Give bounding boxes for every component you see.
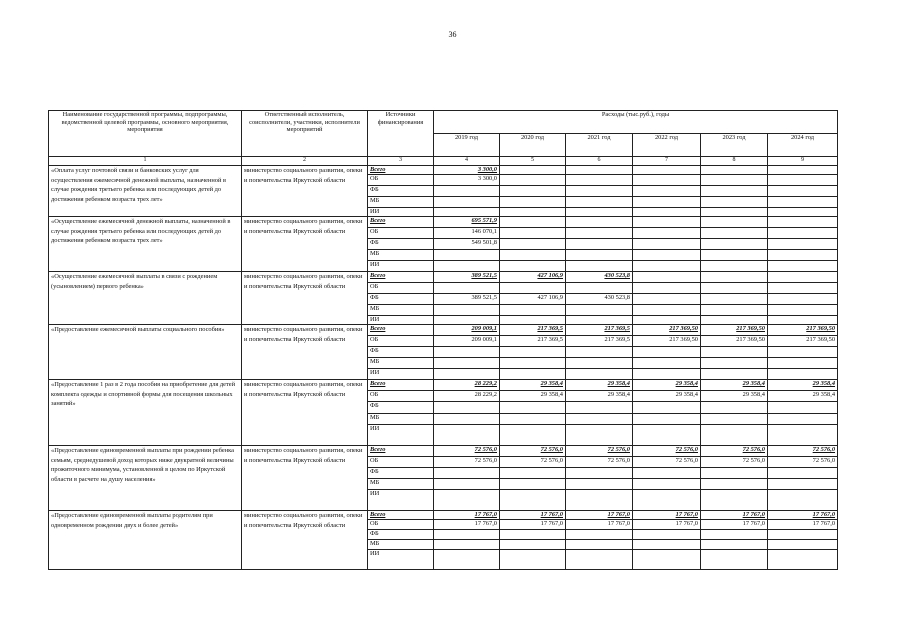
expense-value [500,175,566,186]
activity-name: «Осуществление ежемесячной выплаты в связи с рождением (усыновлением) первого ребенка» [49,272,242,325]
expense-value [500,369,566,380]
expense-value [701,239,768,250]
funding-source: МБ [368,479,434,490]
expense-value [768,197,838,208]
expense-value [701,358,768,369]
expenses-table [48,110,838,570]
funding-source: ОБ [368,520,434,530]
funding-source: ФБ [368,530,434,540]
expense-value: 430 523,8 [566,272,633,283]
expense-value [566,316,633,325]
expense-value [566,369,633,380]
expense-value [768,217,838,228]
funding-source: ОБ [368,228,434,239]
expense-value [500,414,566,425]
expense-value: 17 767,0 [768,520,838,530]
expense-value: 72 576,0 [768,457,838,468]
expense-value [701,186,768,197]
expense-value: 29 358,4 [500,380,566,391]
expense-value [633,490,701,511]
funding-source: ФБ [368,239,434,250]
funding-source: Всего [368,217,434,228]
expense-value [633,272,701,283]
expense-value [633,239,701,250]
expense-value [500,468,566,479]
expense-value: 17 767,0 [500,511,566,520]
header-executor: Ответственный исполнитель, соисполнители, участники, исполнители мероприятий [242,111,368,157]
expense-value [434,316,500,325]
expense-value: 29 358,4 [701,391,768,402]
expense-value [633,166,701,175]
expense-value [701,272,768,283]
expense-value [633,294,701,305]
expense-value: 427 106,9 [500,272,566,283]
expense-value: 17 767,0 [434,511,500,520]
expense-value [701,316,768,325]
header-year: 2021 год [566,134,633,157]
expense-value: 217 369,50 [768,336,838,347]
expense-value [633,228,701,239]
column-number: 3 [368,157,434,166]
funding-source: ОБ [368,175,434,186]
expense-value [768,530,838,540]
expense-value [633,208,701,217]
header-year: 2023 год [701,134,768,157]
expense-value: 17 767,0 [633,511,701,520]
expense-value [701,402,768,414]
expense-value [633,316,701,325]
expense-value [566,530,633,540]
expense-value: 427 106,9 [500,294,566,305]
funding-source: МБ [368,305,434,316]
expense-value [566,217,633,228]
column-number: 6 [566,157,633,166]
funding-source: ИИ [368,490,434,511]
expense-value [701,490,768,511]
expense-value [434,358,500,369]
expense-value [434,250,500,261]
funding-source: МБ [368,540,434,550]
expense-value [768,358,838,369]
expense-value [768,239,838,250]
expense-value [500,490,566,511]
expense-value [768,166,838,175]
expense-value: 29 358,4 [500,391,566,402]
expense-value [701,425,768,446]
expense-value [566,479,633,490]
column-number: 8 [701,157,768,166]
expense-value [434,550,500,570]
funding-source: ИИ [368,316,434,325]
expense-value: 430 523,8 [566,294,633,305]
expense-value [768,294,838,305]
expense-value [500,186,566,197]
column-number: 2 [242,157,368,166]
activity-name: «Предоставление единовременной выплаты родителям при одновременном рождении двух и более детей» [49,511,242,570]
expense-value: 72 576,0 [500,446,566,457]
funding-source: ИИ [368,425,434,446]
expense-value [701,228,768,239]
expense-value: 17 767,0 [434,520,500,530]
expense-value [566,414,633,425]
expense-value [701,175,768,186]
header-sources: Источники финансирования [368,111,434,157]
expense-value [500,479,566,490]
expense-value: 72 576,0 [434,457,500,468]
expense-value [500,316,566,325]
expense-value: 146 070,1 [434,228,500,239]
activity-name: «Оплата услуг почтовой связи и банковских услуг для осуществления ежемесячной денежной выплаты, назначенной в случае рождения третьего ребенка или последующих детей до достижения ребенком возраста трех лет» [49,166,242,217]
expense-value [701,347,768,358]
expense-value: 72 576,0 [633,457,701,468]
expense-value [633,414,701,425]
activity-name: «Предоставление 1 раз в 2 года пособия на приобретение для детей комплекта одежды и спортивной формы для посещения школьных занятий» [49,380,242,446]
expense-value [633,369,701,380]
expense-value [633,261,701,272]
expense-value [768,550,838,570]
expense-value [566,347,633,358]
expense-value [633,358,701,369]
expense-value [434,425,500,446]
expense-value: 217 369,50 [701,336,768,347]
expense-value: 695 571,9 [434,217,500,228]
expense-value [701,261,768,272]
expense-value [633,402,701,414]
funding-source: Всего [368,380,434,391]
funding-source: ОБ [368,391,434,402]
expense-value [500,283,566,294]
table-row [49,272,838,283]
activity-name: «Предоставление единовременной выплаты при рождении ребенка семьям, среднедушевой доход которых ниже двукратной величины прожиточного минимума, установленной в целом по Иркутской области в расчете на душу населения» [49,446,242,511]
table-body [49,166,838,570]
responsible-executor: министерство социального развития, опеки и попечительства Иркутской области [242,380,368,446]
column-number: 9 [768,157,838,166]
expense-value [768,228,838,239]
expense-value: 217 369,50 [768,325,838,336]
expense-value: 72 576,0 [566,446,633,457]
funding-source: МБ [368,414,434,425]
funding-source: Всего [368,325,434,336]
table-row [49,511,838,520]
expense-value: 72 576,0 [633,446,701,457]
table-row [49,380,838,391]
expense-value [701,369,768,380]
expense-value [566,358,633,369]
expense-value [566,261,633,272]
funding-source: МБ [368,197,434,208]
column-number: 5 [500,157,566,166]
funding-source: ИИ [368,261,434,272]
expense-value [701,166,768,175]
expense-value [768,540,838,550]
responsible-executor: министерство социального развития, опеки и попечительства Иркутской области [242,272,368,325]
expense-value [566,166,633,175]
expense-value: 72 576,0 [434,446,500,457]
expense-value: 72 576,0 [768,446,838,457]
expense-value [566,305,633,316]
funding-source: ОБ [368,336,434,347]
expense-value: 17 767,0 [701,511,768,520]
column-number: 4 [434,157,500,166]
expense-value [500,197,566,208]
funding-source: ИИ [368,208,434,217]
expense-value [434,369,500,380]
funding-source: ИИ [368,369,434,380]
expense-value: 217 369,5 [566,325,633,336]
expense-value [434,186,500,197]
funding-source: Всего [368,446,434,457]
expense-value [768,283,838,294]
expense-value [566,175,633,186]
table-row [49,325,838,336]
expense-value [701,414,768,425]
expense-value [500,250,566,261]
expense-value [633,530,701,540]
expense-value [434,261,500,272]
expense-value: 217 369,5 [566,336,633,347]
expense-value [633,283,701,294]
expense-value [566,490,633,511]
expense-value [566,208,633,217]
column-number: 7 [633,157,701,166]
expense-value [633,540,701,550]
table-row [49,166,838,175]
expense-value [500,402,566,414]
funding-source: Всего [368,511,434,520]
funding-source: ФБ [368,186,434,197]
header-year: 2022 год [633,134,701,157]
funding-source: Всего [368,272,434,283]
expense-value [633,425,701,446]
expense-value: 209 009,1 [434,325,500,336]
expense-value: 3 300,0 [434,166,500,175]
table-row [49,217,838,228]
expense-value: 3 300,0 [434,175,500,186]
expense-value [633,186,701,197]
expense-value [768,425,838,446]
funding-source: МБ [368,358,434,369]
expense-value: 28 229,2 [434,380,500,391]
expense-value [500,550,566,570]
expense-value: 217 369,5 [500,325,566,336]
header-year: 2019 год [434,134,500,157]
expense-value [500,228,566,239]
expense-value [566,197,633,208]
expense-value [701,530,768,540]
expense-value [768,369,838,380]
expense-value [768,316,838,325]
responsible-executor: министерство социального развития, опеки и попечительства Иркутской области [242,325,368,380]
expense-value [633,197,701,208]
expense-value: 72 576,0 [566,457,633,468]
expense-value [768,261,838,272]
expense-value: 72 576,0 [701,446,768,457]
expense-value [500,540,566,550]
expense-value [768,208,838,217]
expense-value [768,347,838,358]
expense-value [500,208,566,217]
expense-value [500,239,566,250]
expense-value [566,239,633,250]
expense-value [434,197,500,208]
activity-name: «Предоставление ежемесячной выплаты социального пособия» [49,325,242,380]
expense-value: 217 369,50 [701,325,768,336]
expense-value: 549 501,8 [434,239,500,250]
expense-value [434,490,500,511]
expense-value: 17 767,0 [768,511,838,520]
header-year: 2024 год [768,134,838,157]
expense-value: 17 767,0 [701,520,768,530]
expense-value [701,479,768,490]
expense-value [434,540,500,550]
expense-value [701,540,768,550]
funding-source: ОБ [368,457,434,468]
funding-source: ИИ [368,550,434,570]
funding-source: ФБ [368,402,434,414]
funding-source: ОБ [368,283,434,294]
expense-value: 29 358,4 [633,391,701,402]
expense-value: 29 358,4 [566,380,633,391]
expense-value [768,186,838,197]
expense-value [434,283,500,294]
expense-value: 29 358,4 [701,380,768,391]
expense-value [701,550,768,570]
expense-value [633,175,701,186]
expense-value: 29 358,4 [768,391,838,402]
expense-value [434,468,500,479]
responsible-executor: министерство социального развития, опеки и попечительства Иркутской области [242,511,368,570]
expense-value [768,250,838,261]
expense-value [768,414,838,425]
expense-value [500,217,566,228]
expense-value [701,217,768,228]
expense-value: 72 576,0 [701,457,768,468]
expense-value [566,186,633,197]
expense-value [633,479,701,490]
expense-value [768,402,838,414]
expense-value [434,530,500,540]
expense-value: 29 358,4 [768,380,838,391]
expense-value: 29 358,4 [566,391,633,402]
activity-name: «Осуществление ежемесячной денежной выплаты, назначенной в случае рождения третьего ребенка или последующих детей до достижения ребенком возраста трех лет» [49,217,242,272]
expense-value [566,250,633,261]
expense-value: 17 767,0 [500,520,566,530]
expense-value [768,490,838,511]
expense-value [566,283,633,294]
page-number: 36 [448,30,457,39]
funding-source: МБ [368,250,434,261]
expense-value: 389 521,5 [434,272,500,283]
expense-value [566,228,633,239]
expense-value [434,414,500,425]
expense-value [633,347,701,358]
expense-value: 217 369,5 [500,336,566,347]
column-number: 1 [49,157,242,166]
expense-value: 17 767,0 [566,511,633,520]
expense-value: 28 229,2 [434,391,500,402]
expense-value [434,305,500,316]
expense-value: 17 767,0 [566,520,633,530]
expense-value [434,208,500,217]
funding-source: ФБ [368,468,434,479]
expense-value [566,402,633,414]
expense-value [566,540,633,550]
expense-value [633,250,701,261]
expense-value [701,468,768,479]
header-expenses: Расходы (тыс.руб.), годы [434,111,838,134]
expense-value [701,305,768,316]
header-name: Наименование государственной программы, подпрограммы, ведомственной целевой программы, основного мероприятия, мероприятия [49,111,242,157]
expense-value [500,347,566,358]
expense-value: 72 576,0 [500,457,566,468]
responsible-executor: министерство социального развития, опеки и попечительства Иркутской области [242,217,368,272]
expense-value: 217 369,50 [633,325,701,336]
expense-value [701,283,768,294]
expense-value [768,175,838,186]
expense-value [500,358,566,369]
expense-value [566,550,633,570]
expense-value: 209 009,1 [434,336,500,347]
expense-value [434,479,500,490]
expense-value: 29 358,4 [633,380,701,391]
expense-value [434,347,500,358]
expense-value [566,425,633,446]
funding-source: Всего [368,166,434,175]
expense-value [633,305,701,316]
expense-value [768,468,838,479]
expense-value [500,261,566,272]
expense-value [633,468,701,479]
header-year: 2020 год [500,134,566,157]
funding-source: ФБ [368,347,434,358]
funding-source: ФБ [368,294,434,305]
expense-value [500,305,566,316]
expense-value [768,479,838,490]
expense-value [768,272,838,283]
expense-value [566,468,633,479]
expense-value [500,530,566,540]
expense-value [701,208,768,217]
expense-value [633,550,701,570]
expense-value: 17 767,0 [633,520,701,530]
table-row [49,446,838,457]
expense-value: 217 369,50 [633,336,701,347]
expense-value: 389 521,5 [434,294,500,305]
expense-value [500,425,566,446]
responsible-executor: министерство социального развития, опеки и попечительства Иркутской области [242,166,368,217]
expense-value [434,402,500,414]
expense-value [633,217,701,228]
responsible-executor: министерство социального развития, опеки и попечительства Иркутской области [242,446,368,511]
expense-value [701,250,768,261]
expense-value [768,305,838,316]
expense-value [500,166,566,175]
expense-value [701,197,768,208]
expense-value [701,294,768,305]
